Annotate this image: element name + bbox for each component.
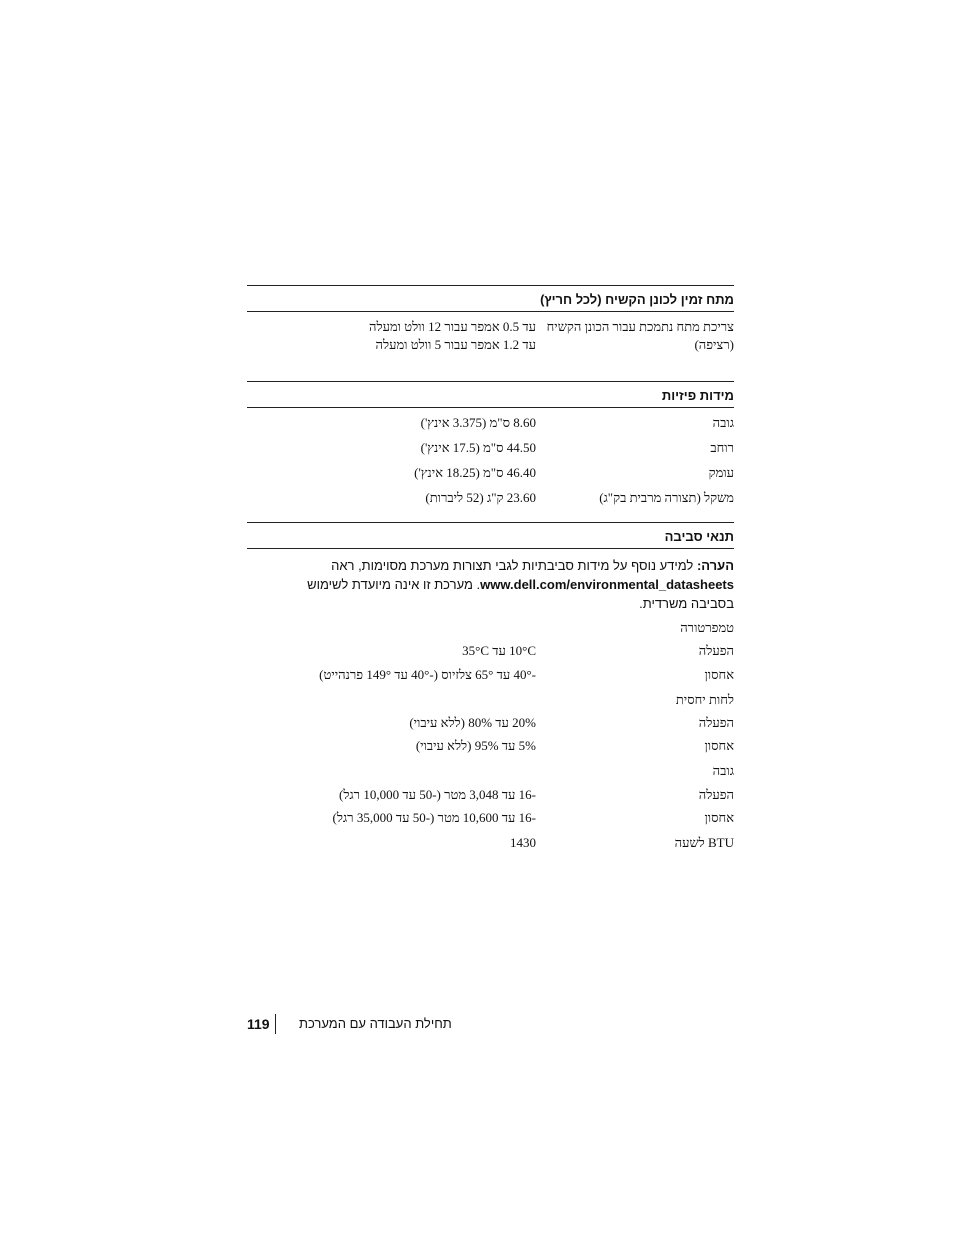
section-top-rule bbox=[247, 285, 734, 286]
humidity-heading: לחות יחסית bbox=[675, 692, 734, 707]
temperature-operating-label: הפעלה bbox=[698, 643, 734, 658]
btu-label: BTU לשעה bbox=[674, 835, 734, 850]
note-line1 bbox=[247, 556, 734, 575]
power-value-line2: עד 1.2 אמפר עבור 5 וולט ומעלה bbox=[375, 337, 536, 352]
altitude-operating-value: -16 עד 3,048 מטר (-50 עד 10,000 רגל) bbox=[338, 787, 536, 802]
altitude-storage-value: -16 עד 10,600 מטר (-50 עד 35,000 רגל) bbox=[332, 810, 536, 825]
environment-section-title: תנאי סביבה bbox=[664, 529, 734, 544]
btu-value: 1430 bbox=[510, 835, 536, 850]
temperature-storage-value: -40° עד 65° צלזיוס (-40° עד 149° פרנהייט) bbox=[319, 667, 536, 682]
note-label: הערה: bbox=[696, 558, 734, 573]
section-top-rule bbox=[247, 522, 734, 523]
footer-chapter-title: תחילת העבודה עם המערכת bbox=[299, 1016, 452, 1031]
height-label: גובה bbox=[712, 415, 734, 430]
altitude-storage-label: אחסון bbox=[704, 810, 734, 825]
environment-note bbox=[247, 556, 734, 613]
width-label: רוחב bbox=[710, 440, 734, 455]
power-label-line2: (רציפה) bbox=[694, 337, 734, 352]
altitude-operating-label: הפעלה bbox=[698, 787, 734, 802]
power-value-line1: עד 0.5 אמפר עבור 12 וולט ומעלה bbox=[369, 319, 536, 334]
humidity-storage-label: אחסון bbox=[704, 738, 734, 753]
width-value: 44.50 ס"מ (17.5 אינץ') bbox=[420, 440, 536, 455]
note-link[interactable]: www.dell.com/environmental_datasheets bbox=[480, 577, 734, 592]
page-number: 119 bbox=[247, 1016, 270, 1032]
physical-section-title: מידות פיזיות bbox=[661, 388, 734, 403]
humidity-storage-value: 5% עד 95% (ללא עיבוי) bbox=[415, 738, 536, 753]
note-text3: בסביבה משרדית. bbox=[639, 596, 734, 611]
altitude-heading: גובה bbox=[712, 763, 734, 778]
depth-value: 46.40 ס"מ (18.25 אינץ') bbox=[414, 465, 536, 480]
section-header-rule bbox=[247, 311, 734, 312]
weight-value: 23.60 ק"ג (52 ליברות) bbox=[425, 490, 536, 505]
humidity-operating-value: 20% עד 80% (ללא עיבוי) bbox=[409, 715, 536, 730]
height-value: 8.60 ס"מ (3.375 אינץ') bbox=[420, 415, 536, 430]
footer-divider bbox=[275, 1014, 276, 1034]
note-text1: למידע נוסף על מידות סביבתיות לגבי תצורות מערכת מסוימות, ראה bbox=[331, 558, 694, 573]
power-section-title: מתח זמין לכונן הקשיח (לכל חריץ) bbox=[540, 292, 734, 307]
note-text2: . מערכת זו אינה מיועדת לשימוש bbox=[307, 577, 481, 592]
page-footer bbox=[247, 1014, 734, 1036]
weight-label: משקל (תצורה מרבית בק"ג) bbox=[599, 490, 734, 505]
section-header-rule bbox=[247, 407, 734, 408]
section-top-rule bbox=[247, 381, 734, 382]
power-label-line1: צריכת מתח נתמכת עבור הכונן הקשיח bbox=[546, 319, 734, 334]
depth-label: עומק bbox=[708, 465, 734, 480]
note-line2 bbox=[247, 575, 734, 594]
temperature-heading: טמפרטורה bbox=[680, 620, 734, 635]
temperature-operating-value: 10°C עד 35°C bbox=[462, 643, 536, 658]
temperature-storage-label: אחסון bbox=[704, 667, 734, 682]
section-header-rule bbox=[247, 548, 734, 549]
humidity-operating-label: הפעלה bbox=[698, 715, 734, 730]
